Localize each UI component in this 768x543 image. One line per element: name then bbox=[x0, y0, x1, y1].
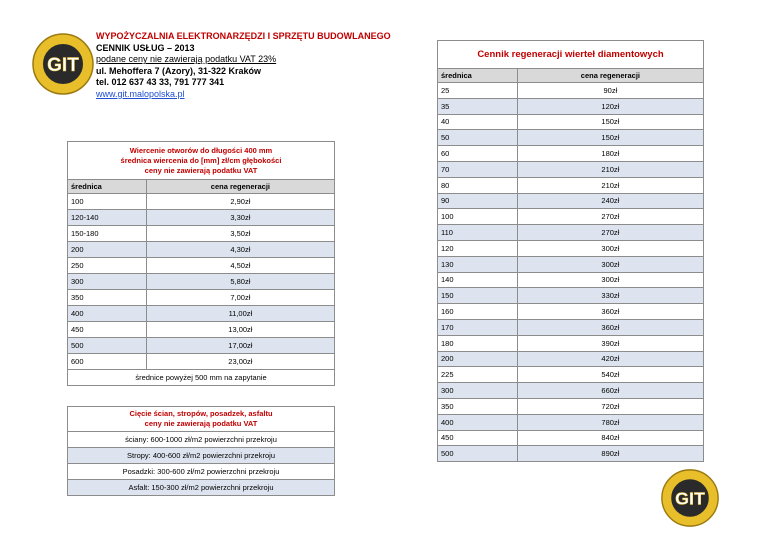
regen-price-cell: 120zł bbox=[517, 98, 703, 114]
table-row bbox=[68, 258, 335, 274]
cutting-row-cell: Stropy: 400-600 zł/m2 powierzchni przekroju bbox=[68, 448, 335, 464]
cutting-table bbox=[67, 406, 335, 496]
drilling-price-cell: 11,00zł bbox=[146, 306, 334, 322]
regen-diameter-cell: 300 bbox=[438, 383, 518, 399]
cutting-row-cell: Asfalt: 150-300 zł/m2 powierzchni przekroju bbox=[68, 480, 335, 496]
table-row bbox=[438, 304, 704, 320]
drilling-price-cell: 3,50zł bbox=[146, 226, 334, 242]
table-row bbox=[68, 338, 335, 354]
cutting-title-line2: ceny nie zawierają podatku VAT bbox=[144, 419, 258, 428]
cutting-title-line1: Cięcie ścian, stropów, posadzek, asfaltu bbox=[129, 409, 273, 418]
regen-col-diameter: średnica bbox=[438, 69, 518, 83]
regen-diameter-cell: 450 bbox=[438, 430, 518, 446]
regen-price-cell: 150zł bbox=[517, 114, 703, 130]
table-row bbox=[438, 446, 704, 462]
table-row bbox=[68, 226, 335, 242]
regen-diameter-cell: 160 bbox=[438, 304, 518, 320]
table-row bbox=[68, 274, 335, 290]
drilling-diameter-cell: 300 bbox=[68, 274, 147, 290]
regen-price-cell: 210zł bbox=[517, 177, 703, 193]
regen-price-cell: 360zł bbox=[517, 304, 703, 320]
drilling-price-cell: 13,00zł bbox=[146, 322, 334, 338]
drilling-diameter-cell: 400 bbox=[68, 306, 147, 322]
drilling-price-cell: 5,80zł bbox=[146, 274, 334, 290]
vat-note: podane ceny nie zawierają podatku VAT 23% bbox=[96, 54, 277, 65]
regen-diameter-cell: 170 bbox=[438, 319, 518, 335]
table-row bbox=[68, 354, 335, 370]
drilling-col-price: cena regeneracji bbox=[146, 180, 334, 194]
table-row bbox=[438, 335, 704, 351]
regen-price-cell: 300zł bbox=[517, 272, 703, 288]
regen-col-price: cena regeneracji bbox=[517, 69, 703, 83]
git-logo-bottom bbox=[660, 468, 720, 528]
table-row bbox=[438, 430, 704, 446]
table-row bbox=[438, 225, 704, 241]
table-row bbox=[438, 414, 704, 430]
regen-diameter-cell: 80 bbox=[438, 177, 518, 193]
regen-price-cell: 240zł bbox=[517, 193, 703, 209]
regen-price-cell: 180zł bbox=[517, 146, 703, 162]
drilling-diameter-cell: 120-140 bbox=[68, 210, 147, 226]
drilling-diameter-cell: 450 bbox=[68, 322, 147, 338]
drilling-diameter-cell: 600 bbox=[68, 354, 147, 370]
regen-diameter-cell: 100 bbox=[438, 209, 518, 225]
regen-diameter-cell: 200 bbox=[438, 351, 518, 367]
regen-price-cell: 90zł bbox=[517, 83, 703, 99]
phone: tel. 012 637 43 33, 791 777 341 bbox=[96, 77, 225, 88]
table-row bbox=[68, 448, 335, 464]
cutting-row-cell: Posadzki: 300-600 zł/m2 powierzchni przekroju bbox=[68, 464, 335, 480]
regen-price-cell: 890zł bbox=[517, 446, 703, 462]
drilling-diameter-cell: 200 bbox=[68, 242, 147, 258]
logo-text: GIT bbox=[47, 55, 79, 76]
table-row bbox=[438, 193, 704, 209]
regen-diameter-cell: 400 bbox=[438, 414, 518, 430]
regen-table bbox=[437, 40, 704, 462]
regen-diameter-cell: 35 bbox=[438, 98, 518, 114]
drilling-title-line2: średnica wiercenia do [mm] zł/cm głębokości bbox=[120, 155, 282, 165]
drilling-price-cell: 7,00zł bbox=[146, 290, 334, 306]
table-row bbox=[438, 272, 704, 288]
table-row bbox=[438, 209, 704, 225]
table-row bbox=[438, 383, 704, 399]
logo-text-bottom: GIT bbox=[675, 488, 705, 509]
table-row bbox=[438, 98, 704, 114]
regen-price-cell: 270zł bbox=[517, 209, 703, 225]
table-row bbox=[438, 83, 704, 99]
regen-price-cell: 540zł bbox=[517, 367, 703, 383]
cutting-row-cell: ściany: 600-1000 zł/m2 powierzchni przekroju bbox=[68, 432, 335, 448]
drilling-diameter-cell: 150-180 bbox=[68, 226, 147, 242]
table-row bbox=[438, 130, 704, 146]
regen-diameter-cell: 120 bbox=[438, 240, 518, 256]
regen-diameter-cell: 150 bbox=[438, 288, 518, 304]
regen-price-cell: 390zł bbox=[517, 335, 703, 351]
table-row bbox=[438, 367, 704, 383]
table-row bbox=[438, 398, 704, 414]
drilling-diameter-cell: 500 bbox=[68, 338, 147, 354]
drilling-diameter-cell: 350 bbox=[68, 290, 147, 306]
regen-diameter-cell: 110 bbox=[438, 225, 518, 241]
table-row bbox=[68, 242, 335, 258]
regen-price-cell: 300zł bbox=[517, 256, 703, 272]
git-logo bbox=[31, 32, 95, 96]
regen-price-cell: 780zł bbox=[517, 414, 703, 430]
regen-price-cell: 420zł bbox=[517, 351, 703, 367]
regen-diameter-cell: 225 bbox=[438, 367, 518, 383]
regen-diameter-cell: 140 bbox=[438, 272, 518, 288]
cutting-title bbox=[68, 407, 335, 432]
regen-title: Cennik regeneracji wierteł diamentowych bbox=[438, 41, 704, 69]
drilling-table bbox=[67, 141, 335, 386]
regen-diameter-cell: 180 bbox=[438, 335, 518, 351]
drilling-title bbox=[68, 142, 335, 180]
drilling-diameter-cell: 100 bbox=[68, 194, 147, 210]
regen-price-cell: 360zł bbox=[517, 319, 703, 335]
drilling-price-cell: 4,50zł bbox=[146, 258, 334, 274]
regen-price-cell: 720zł bbox=[517, 398, 703, 414]
regen-price-cell: 300zł bbox=[517, 240, 703, 256]
table-row bbox=[68, 432, 335, 448]
drilling-title-line1: Wiercenie otworów do długości 400 mm bbox=[129, 145, 273, 155]
drilling-col-diameter: średnica bbox=[68, 180, 147, 194]
regen-price-cell: 270zł bbox=[517, 225, 703, 241]
table-row bbox=[438, 240, 704, 256]
table-row bbox=[438, 351, 704, 367]
drilling-price-cell: 17,00zł bbox=[146, 338, 334, 354]
drilling-price-cell: 4,30zł bbox=[146, 242, 334, 258]
regen-diameter-cell: 130 bbox=[438, 256, 518, 272]
company-header bbox=[96, 31, 391, 101]
regen-diameter-cell: 350 bbox=[438, 398, 518, 414]
table-row bbox=[68, 464, 335, 480]
regen-price-cell: 840zł bbox=[517, 430, 703, 446]
table-row bbox=[68, 480, 335, 496]
table-row bbox=[438, 161, 704, 177]
regen-price-cell: 330zł bbox=[517, 288, 703, 304]
table-row bbox=[438, 319, 704, 335]
table-row bbox=[68, 290, 335, 306]
table-row bbox=[438, 146, 704, 162]
table-row bbox=[68, 210, 335, 226]
table-row bbox=[68, 306, 335, 322]
regen-diameter-cell: 25 bbox=[438, 83, 518, 99]
drilling-price-cell: 2,90zł bbox=[146, 194, 334, 210]
table-row bbox=[438, 256, 704, 272]
table-row bbox=[68, 322, 335, 338]
regen-diameter-cell: 50 bbox=[438, 130, 518, 146]
drilling-title-line3: ceny nie zawierają podatku VAT bbox=[144, 165, 258, 175]
regen-diameter-cell: 70 bbox=[438, 161, 518, 177]
regen-diameter-cell: 500 bbox=[438, 446, 518, 462]
regen-price-cell: 150zł bbox=[517, 130, 703, 146]
regen-diameter-cell: 40 bbox=[438, 114, 518, 130]
drilling-diameter-cell: 250 bbox=[68, 258, 147, 274]
table-row bbox=[438, 288, 704, 304]
table-row bbox=[438, 114, 704, 130]
drilling-price-cell: 23,00zł bbox=[146, 354, 334, 370]
website-link[interactable]: www.git.malopolska.pl bbox=[96, 88, 185, 99]
regen-diameter-cell: 60 bbox=[438, 146, 518, 162]
regen-diameter-cell: 90 bbox=[438, 193, 518, 209]
regen-price-cell: 660zł bbox=[517, 383, 703, 399]
price-list-title: CENNIK USŁUG – 2013 bbox=[96, 42, 195, 53]
address: ul. Mehoffera 7 (Azory), 31-322 Kraków bbox=[96, 65, 262, 76]
table-row bbox=[438, 177, 704, 193]
drilling-footer: średnice powyżej 500 mm na zapytanie bbox=[68, 370, 335, 386]
regen-price-cell: 210zł bbox=[517, 161, 703, 177]
drilling-price-cell: 3,30zł bbox=[146, 210, 334, 226]
table-row bbox=[68, 194, 335, 210]
company-name: WYPOŻYCZALNIA ELEKTRONARZĘDZI I SPRZĘTU BUDOWLANEGO bbox=[96, 31, 391, 41]
